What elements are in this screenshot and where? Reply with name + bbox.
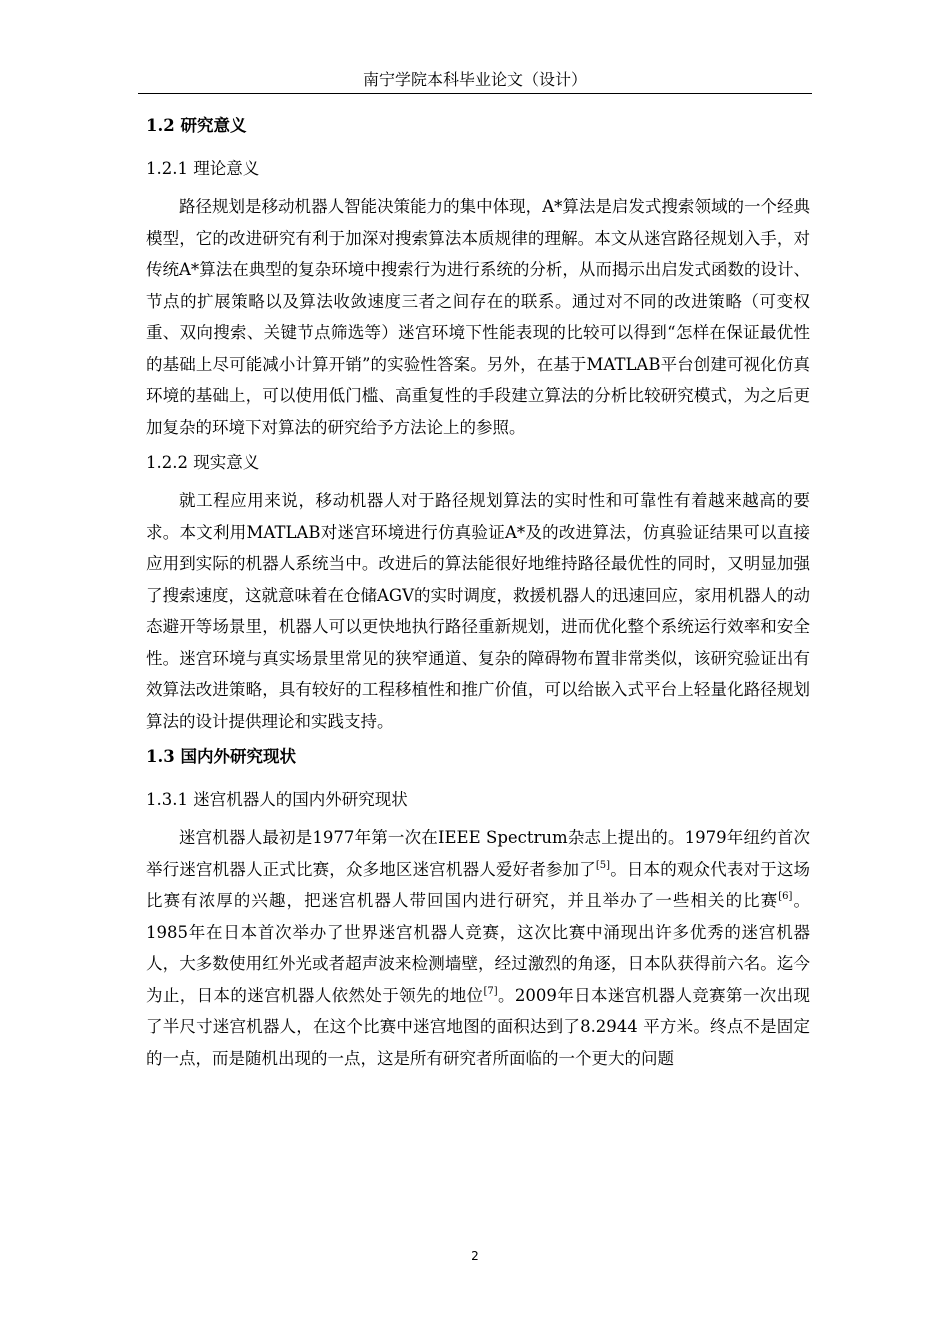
section-heading-1-3: 1.3 国内外研究现状 [146, 747, 296, 766]
citation-7: [7] [483, 985, 498, 997]
text-run: 迷宫机器人最初是1977年第一次在IEEE Spectrum杂志上提出的。1979年纽约首次举行迷宫机器人正式比赛，众多地区迷宫机器人爱好者参加了 [146, 828, 810, 879]
section-heading-1-2: 1.2 研究意义 [146, 116, 247, 135]
text-run: 。1985年在日本首次举办了世界迷宫机器人竞赛，这次比赛中涌现出许多优秀的迷宫机器人，大多数使用红外光或者超声波来检测墙壁，经过激烈的角逐，日本队获得前六名。迄今为止，日本的迷宫机器人依然处于领先的地位 [146, 891, 811, 1005]
citation-6: [6] [778, 891, 793, 902]
subsection-heading-1-3-1: 1.3.1 迷宫机器人的国内外研究现状 [146, 790, 408, 809]
citation-5: [5] [595, 859, 611, 871]
text-run: 。2009年日本迷宫机器人竞赛第一次出现了半尺寸迷宫机器人，在这个比赛中迷宫地图的面积达到了8.2944 平方米。终点不是固定的一点，而是随机出现的一点，这是所有研究者所面临的一个更大的问题 [146, 985, 811, 1068]
subsection-heading-1-2-2: 1.2.2 现实意义 [146, 453, 260, 472]
document-body [146, 114, 810, 1082]
paragraph-maze-robot-history [146, 822, 810, 1074]
paragraph-practical-significance: 就工程应用来说，移动机器人对于路径规划算法的实时性和可靠性有着越来越高的要求。本文利用MATLAB对迷宫环境进行仿真验证A*及的改进算法，仿真验证结果可以直接应用到实际的机器人系统当中。改进后的算法能很好地维持路径最优性的同时，又明显加强了搜索速度，这就意味着在仓储AGV的实时调度，救援机器人的迅速回应，家用机器人的动态避开等场景里，机器人可以更快地执行路径重新规划，进而优化整个系统运行效率和安全性。迷宫环境与真实场景里常见的狭窄通道、复杂的障碍物布置非常类似，该研究验证出有效算法改进策略，具有较好的工程移植性和推广价值，可以给嵌入式平台上轻量化路径规划算法的设计提供理论和实践支持。 [146, 491, 811, 731]
text-run: 。日本的观众代表对于这场比赛有浓厚的兴趣，把迷宫机器人带回国内进行研究，并且举办了一些相关的比赛 [146, 859, 811, 910]
page-header: 南宁学院本科毕业论文（设计） [362, 70, 587, 89]
page-number: 2 [471, 1249, 479, 1263]
header-rule [138, 93, 812, 94]
paragraph-theoretical-significance: 路径规划是移动机器人智能决策能力的集中体现，A*算法是启发式搜索领域的一个经典模型，它的改进研究有利于加深对搜索算法本质规律的理解。本文从迷宫路径规划入手，对传统A*算法在典型的复杂环境中搜索行为进行系统的分析，从而揭示出启发式函数的设计、节点的扩展策略以及算法收敛速度三者之间存在的联系。通过对不同的改进策略（可变权重、双向搜索、关键节点筛选等）迷宫环境下性能表现的比较可以得到“怎样在保证最优性的基础上尽可能减小计算开销”的实验性答案。另外，在基于MATLAB平台创建可视化仿真环境的基础上，可以使用低门槛、高重复性的手段建立算法的分析比较研究模式，为之后更加复杂的环境下对算法的研究给予方法论上的参照。 [146, 197, 810, 437]
subsection-heading-1-2-1: 1.2.1 理论意义 [146, 159, 260, 178]
